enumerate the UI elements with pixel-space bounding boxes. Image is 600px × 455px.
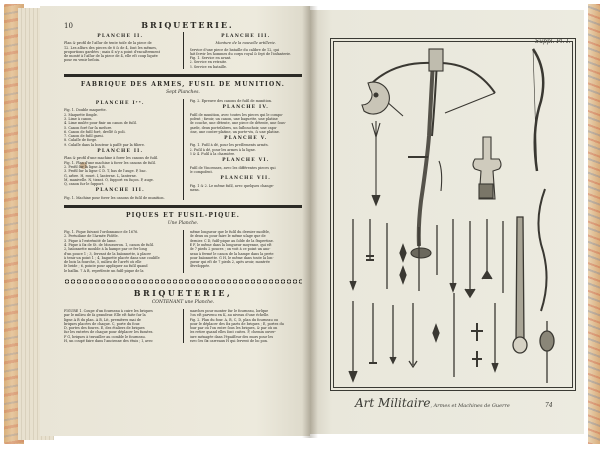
- text-line: 12. Les aſſurs des pieces de 8 & de 4, ſont les mêmes,: [64, 45, 157, 50]
- text-line: Fuſil de Vincennes, avec les différentes pieces qui: [189, 165, 276, 170]
- text-line: M, manivelle. N, tirant. O, ſupport en ſuçon. P, auge.: [64, 177, 154, 182]
- text-line: H, un coupé faire dans l'ancienne des étuis ; I, avec: [64, 339, 153, 344]
- text-line: dernier. C D, fuſil-pique au ſolde de la ſtupertine.: [189, 238, 274, 243]
- text-line: 2. Maquette ſimple.: [64, 112, 98, 117]
- text-line: pour baïonnette. G H, le même dans toute la lon-: [189, 255, 274, 260]
- text-line: D, portes des foures. E, des étaliers de briques: [64, 326, 145, 331]
- text-line: 2. Pertuiſane de l'Armée Fidèle.: [64, 234, 119, 239]
- planche-heading: PLANCHE III.: [221, 34, 271, 39]
- text-line: 4. Lime mulée pour finir un canon de fuſil.: [64, 121, 137, 126]
- fusil-left-column: [64, 99, 177, 200]
- text-line: poſent ; favoir, un canon, une baguette, une platine: [189, 116, 278, 121]
- briqueterie-right-column: [190, 309, 303, 343]
- text-line: Fig. 1. Machine pour forer les canons de fuſil de munition.: [64, 195, 165, 200]
- text-line: de deux ou pour faire le même uſage que de: [189, 234, 266, 239]
- text-line: d'un pouce 1 ; 3, ſervant de la baïonnette, à placer: [64, 251, 152, 256]
- crossbow-icon: [369, 49, 495, 258]
- column-divider: [183, 32, 184, 69]
- text-line: Q, canon ſur le ſupport.: [64, 182, 105, 187]
- briqueterie-columns: [64, 309, 302, 343]
- planche-heading: PLANCHE III.: [95, 188, 145, 194]
- text-line: 3. Lime à canon.: [64, 116, 93, 121]
- text-line: G, arbre. H, rouet. I, lanterne. L, lanterne.: [64, 173, 137, 178]
- text-line: 9. Culaſſe dans la bouteur à paſſé par la filiere.: [64, 142, 145, 147]
- planche-heading: PLANCHE VI.: [222, 158, 270, 164]
- section-title-fusil: FABRIQUE DES ARMES, FUSIL DE MUNITION.: [80, 81, 286, 89]
- section-subtitle-briqueterie: CONTENANT une Planche.: [151, 299, 215, 305]
- planche-heading: PLANCHE II.: [97, 149, 144, 155]
- section-title-piques: PIQUES ET FUSIL-PIQUE.: [125, 212, 241, 220]
- column-divider: [183, 99, 184, 200]
- text-line: Plan & profil d'une machine à forer les canons de fuſil.: [64, 156, 159, 161]
- text-line: four par où l'on entre ſous les briques, & par où on: [189, 326, 278, 331]
- page-number: 10: [64, 22, 73, 30]
- column-divider: [183, 230, 184, 273]
- text-line: même longueur que le fuſil du dernier modèle,: [189, 230, 270, 235]
- planche-heading: PLANCHE IV.: [222, 105, 270, 111]
- text-line: Fig. 2. Plan du four. A, B, C, D, plan du fourneau ou: [189, 317, 278, 322]
- caption-title: Art Militaire: [355, 396, 431, 410]
- text-line: avec les ſix carreaux H qui ſervent de bo pon.: [189, 339, 269, 344]
- cranequin-icon: [473, 137, 501, 199]
- text-line: neau à fermé le canon de la hampe dans la perte: [189, 251, 274, 256]
- plate-label: Suppl. Pl. I.: [535, 38, 571, 45]
- shield-disc-icon: [362, 82, 389, 114]
- text-line: 3. Profil ſur la ligne C D. T, bas de l'auge. P, bac.: [64, 169, 147, 174]
- text-line: l'on eſt parvenu en K, au niveau d'une échelle.: [189, 313, 270, 318]
- caption-subtitle: , Armes et Machines de Guerre: [430, 403, 510, 409]
- text-line: par le milieu de ſa grandeur. Elle eſt faite ſur la: [64, 313, 146, 318]
- column-planche-3: [190, 32, 303, 69]
- text-line: Fig. 1. Double maquette.: [64, 108, 107, 113]
- plate-caption: [355, 396, 510, 410]
- text-line: 3. Service en bataille.: [189, 64, 227, 69]
- weapons-engraving: [333, 41, 571, 386]
- top-columns: [64, 32, 302, 69]
- text-line: le compoſent.: [189, 169, 213, 174]
- section-subtitle-fusil: Sept Planches.: [166, 90, 200, 96]
- text-line: ſe bride ; 6, pointe pour appliquer au fuſil quand: [64, 264, 148, 269]
- text-line: de couche, une détente, une piece de détente, une ſous-: [189, 121, 286, 126]
- planche-heading: PLANCHE V.: [224, 136, 268, 142]
- column-planche-2: [64, 32, 177, 69]
- bow-icon: [538, 189, 546, 311]
- text-line: Fig. 1 & 2. Le même fuſil, avec quelques change-: [189, 183, 274, 188]
- text-line: 5. Canon foré ſur ſa meſure.: [64, 125, 113, 130]
- running-head: [64, 20, 302, 30]
- piques-left-column: [64, 230, 177, 273]
- text-line: briques placées de chaque. C, porte du four.: [64, 321, 141, 326]
- text-line: Fig. 1. Service en avant.: [189, 56, 232, 61]
- section-title-briqueterie: BRIQUETERIE,: [133, 287, 233, 298]
- text-line: 2. Service en retraite.: [189, 60, 228, 65]
- piques-columns: [64, 230, 302, 273]
- text-line: ſur les entrées de chaque pour déplacer les fumées.: [64, 330, 154, 335]
- text-line: fait ſervir les hommes du corps royal & ſept de l'infanterie.: [189, 51, 292, 56]
- text-line: Plan & profil de l'aſſur de tente toiſe de la piece de: [64, 41, 152, 46]
- text-line: à tenir un point 1 ; 4, baguette placée dans une couliſſe: [64, 255, 160, 260]
- text-line: développée.: [189, 264, 211, 269]
- text-line: E F, le même dans la longueur moyenne, qui eſt: [189, 242, 272, 247]
- text-line: 6. Canon de fuſil foré, dreſſé & poli.: [64, 129, 126, 134]
- text-line: mens.: [189, 187, 200, 192]
- marbled-cover-right: [588, 4, 600, 444]
- text-line: marches pour monter ſur le fourneau, lorſque: [189, 308, 269, 313]
- text-line: cine, une contre-platine, un porte-vis, & une platine.: [189, 129, 280, 134]
- text-line: 8. Culaſſe de forge.: [64, 138, 98, 143]
- text-line: les retire quand elles ſont cuites. F, chemin ouver-: [189, 330, 276, 335]
- text-line: de bois la fourche, 5, milieu de l'arrêt où elle: [64, 260, 142, 265]
- piques-right-column: [190, 230, 303, 273]
- text-line: 7. Canon de fuſil garni.: [64, 134, 104, 139]
- text-line: Service d'une piece de bataille du calibre de 12, qui: [189, 47, 279, 52]
- text-line: 2. Fuſil à dé, pour les armes à la ligne.: [189, 147, 256, 152]
- text-line: 2. Profil ſur la ligne A B.: [64, 164, 106, 169]
- arrow-icon: [372, 121, 380, 205]
- text-line: pour en venir beſoin.: [64, 58, 101, 63]
- text-line: FIGURE 1. Coupe d'un fourneau à cuire les briques: [64, 308, 153, 313]
- text-line: pour ſe déplacer des ſix parts de briques ; E, portes du: [189, 321, 284, 326]
- planche-subheading: Monture de la nouvelle artillerie.: [215, 41, 276, 46]
- planche-heading: PLANCHE Iʳᵉ.: [95, 101, 145, 107]
- fusil-columns: [64, 99, 302, 200]
- planche-heading: PLANCHE II.: [97, 34, 144, 39]
- text-line: 2, baïonnette mouble à la hampe par ce fer long: [64, 247, 147, 252]
- left-page-text: [64, 20, 302, 343]
- briqueterie-left-column: [64, 309, 177, 343]
- column-divider: [183, 309, 184, 343]
- section-subtitle-piques: Une Planche.: [167, 221, 199, 227]
- text-line: gueur qui eſt de 7 pieds 2, apès avoir, montrée: [189, 260, 270, 265]
- text-line: Fig. 1. Pique ſuivant l'ordonnance de 1676.: [64, 230, 139, 235]
- text-line: ture ménagée dans l'épaiſſeur des murs pour les: [189, 334, 274, 339]
- section-rule: [64, 205, 302, 208]
- text-line: 3 & 4. Fuſil à la charnière.: [189, 152, 236, 157]
- text-line: 4. Pique à ſix de St. de Mousseron. 1, canon de fuſil.: [64, 242, 154, 247]
- text-line: garde, deux porteſabres, un ſuſbouchoir, une capu-: [189, 125, 278, 130]
- text-line: de monté à l'aſſur de la piece de 4, elle eſt coup liquée: [64, 54, 158, 59]
- fusil-right-column: [190, 99, 303, 200]
- section-rule: [64, 74, 302, 77]
- ornamental-chain-rule: [64, 279, 302, 284]
- text-line: Fig. 2. Epreuve des canons de fuſil de munition.: [189, 99, 273, 104]
- running-head-title: BRIQUETERIE.: [141, 20, 234, 30]
- bow-icon: [533, 49, 543, 171]
- text-line: le baſſin. 7 A B, repréſente un fuſil-pique de la: [64, 268, 144, 273]
- plate-number: 74: [545, 402, 553, 409]
- text-line: Fig. 1. Plan d'une machine à forer les canons de fuſil.: [64, 160, 156, 165]
- text-line: proportions gardées ; mais il n'y a point d'encaſtrement: [64, 49, 160, 54]
- text-line: de 7 pieds 2 pouces ; on voit à ce point un ano-: [189, 247, 271, 252]
- text-line: Fuſil de munition, avec toutes les pieces qui le compo-: [189, 112, 284, 117]
- book-gutter: [302, 6, 318, 438]
- text-line: Fig. 1. Fuſil à dé, pour les preſſements armés.: [189, 143, 269, 148]
- text-line: ligne A B du plan. A B, Lit, premières mai de: [64, 317, 141, 322]
- text-line: 3. Pique à l'extrémité de lame.: [64, 238, 117, 243]
- planche-heading: PLANCHE VII.: [220, 176, 272, 182]
- text-line: F G, briques à travailler au comble le fourneau.: [64, 334, 146, 339]
